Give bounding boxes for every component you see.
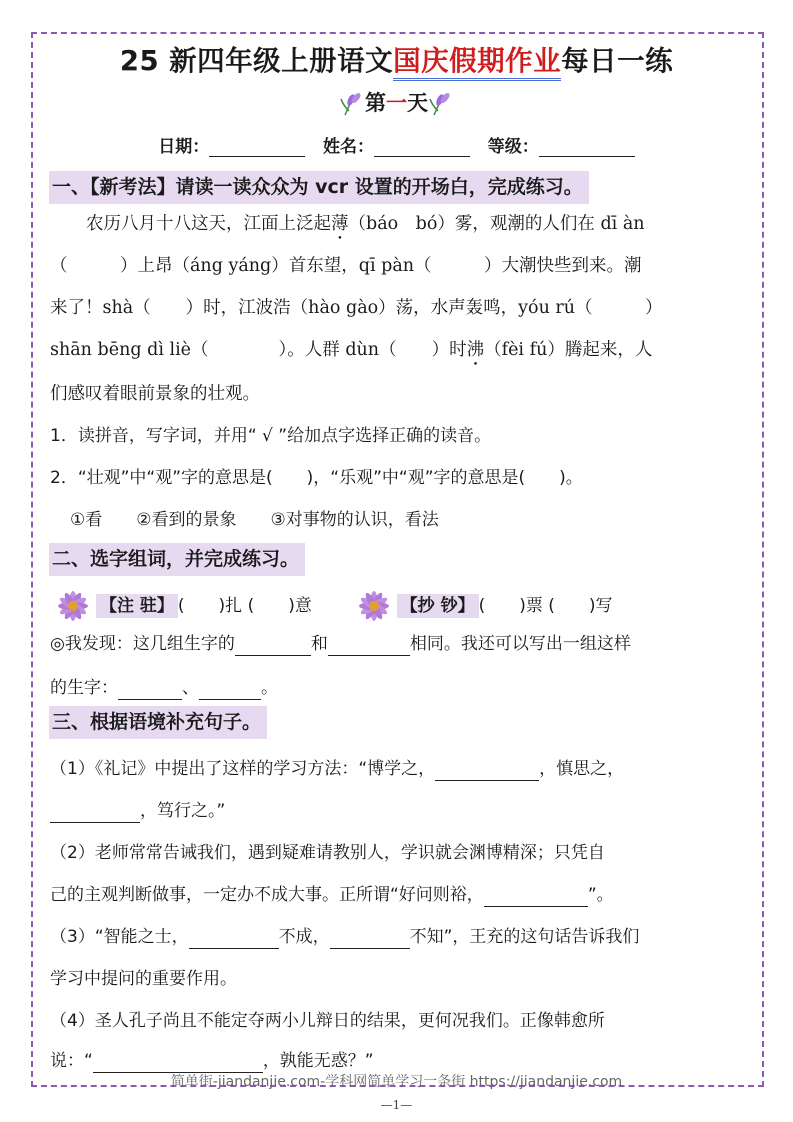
passage-line-3: 来了！shà（ ）时，江波浩（hào gào）荡，水声轰鸣，yóu rú（ ） (50, 298, 663, 318)
lavender-icon (339, 91, 365, 117)
watermark-footer: 简单街-jiandanjie.com-学科网简单学习一条街 https://jiandanjie.com (170, 1074, 623, 1090)
question-2: 2．“壮观”中“观”字的意思是( )，“乐观”中“观”字的意思是( )。 (50, 468, 583, 488)
question-1: 1．读拼音，写字词，并用“ √ ”给加点字选择正确的读音。 (50, 426, 492, 446)
answer-blank[interactable] (199, 699, 261, 700)
answer-blank[interactable] (50, 822, 140, 823)
day-heading: 第一天 (0, 87, 793, 117)
discovery-line-2: 的生字： 、 。 (50, 678, 278, 698)
passage-line-4: shān bēng dì liè（ ）。人群 dùn（ ）时沸（fèi fú）腾起来，人 (50, 340, 653, 360)
sentence-2: （2）老师常常告诫我们，遇到疑难请教别人，学识就会渊博精深；只凭自 (50, 843, 605, 863)
sentence-3: （3）“智能之士， 不成， 不知”，王充的这句话告诉我们 (50, 927, 640, 947)
answer-blank[interactable] (484, 906, 588, 907)
section-2-heading: 二、选字组词，并完成练习。 (49, 543, 305, 576)
choice-tag-2: 【抄 钞】 (397, 594, 479, 618)
date-blank[interactable] (209, 156, 305, 157)
student-info: 日期： 姓名： 等级： (0, 132, 793, 157)
passage-line-5: 们感叹着眼前景象的壮观。 (50, 384, 260, 404)
title-highlight: 国庆假期作业 (393, 45, 561, 81)
section-3-heading: 三、根据语境补充句子。 (49, 706, 267, 739)
answer-blank[interactable] (235, 655, 311, 656)
answer-blank[interactable] (330, 948, 410, 949)
question-2-options: ①看 ②看到的景象 ③对事物的认识，看法 (70, 510, 439, 530)
sentence-3-cont: 学习中提问的重要作用。 (50, 969, 237, 989)
sentence-2-cont: 己的主观判断做事，一定办不成大事。正所谓“好问则裕， ”。 (50, 885, 614, 905)
section-1-heading: 一、【新考法】请读一读众众为 vcr 设置的开场白，完成练习。 (49, 171, 589, 204)
sentence-4: （4）圣人孔子尚且不能定夺两小儿辩日的结果，更何况我们。正像韩愈所 (50, 1011, 605, 1031)
answer-blank[interactable] (435, 780, 539, 781)
page-title: 25 新四年级上册语文国庆假期作业每日一练 (0, 38, 793, 78)
choice-tag-1: 【注 驻】 (96, 594, 178, 618)
sentence-1-cont: ，笃行之。” (50, 799, 225, 823)
discovery-line-1: ◎我发现：这几组生字的 和 相同。我还可以写出一组这样 (50, 634, 631, 654)
word-choice-row: 【注 驻】 ( )扎 ( )意 【抄 钞】 ( )票 ( )写 (50, 589, 613, 623)
name-blank[interactable] (374, 156, 470, 157)
answer-blank[interactable] (118, 699, 182, 700)
lavender-icon (428, 91, 454, 117)
page-number: —1— (380, 1098, 413, 1112)
answer-blank[interactable] (328, 655, 410, 656)
daisy-icon (351, 589, 397, 623)
answer-blank[interactable] (189, 948, 279, 949)
passage-line-2: （ ）上昂（áng yáng）首东望，qī pàn（ ）大潮快些到来。潮 (50, 256, 642, 276)
daisy-icon (50, 589, 96, 623)
grade-blank[interactable] (539, 156, 635, 157)
sentence-4-cont: 说：“ ，孰能无惑？” (50, 1051, 374, 1071)
passage-line-1: 农历八月十八这天，江面上泛起薄（báo bó）雾，观潮的人们在 dī àn (86, 214, 645, 234)
sentence-1: （1）《礼记》中提出了这样的学习方法：“博学之， ，慎思之， (50, 759, 625, 779)
